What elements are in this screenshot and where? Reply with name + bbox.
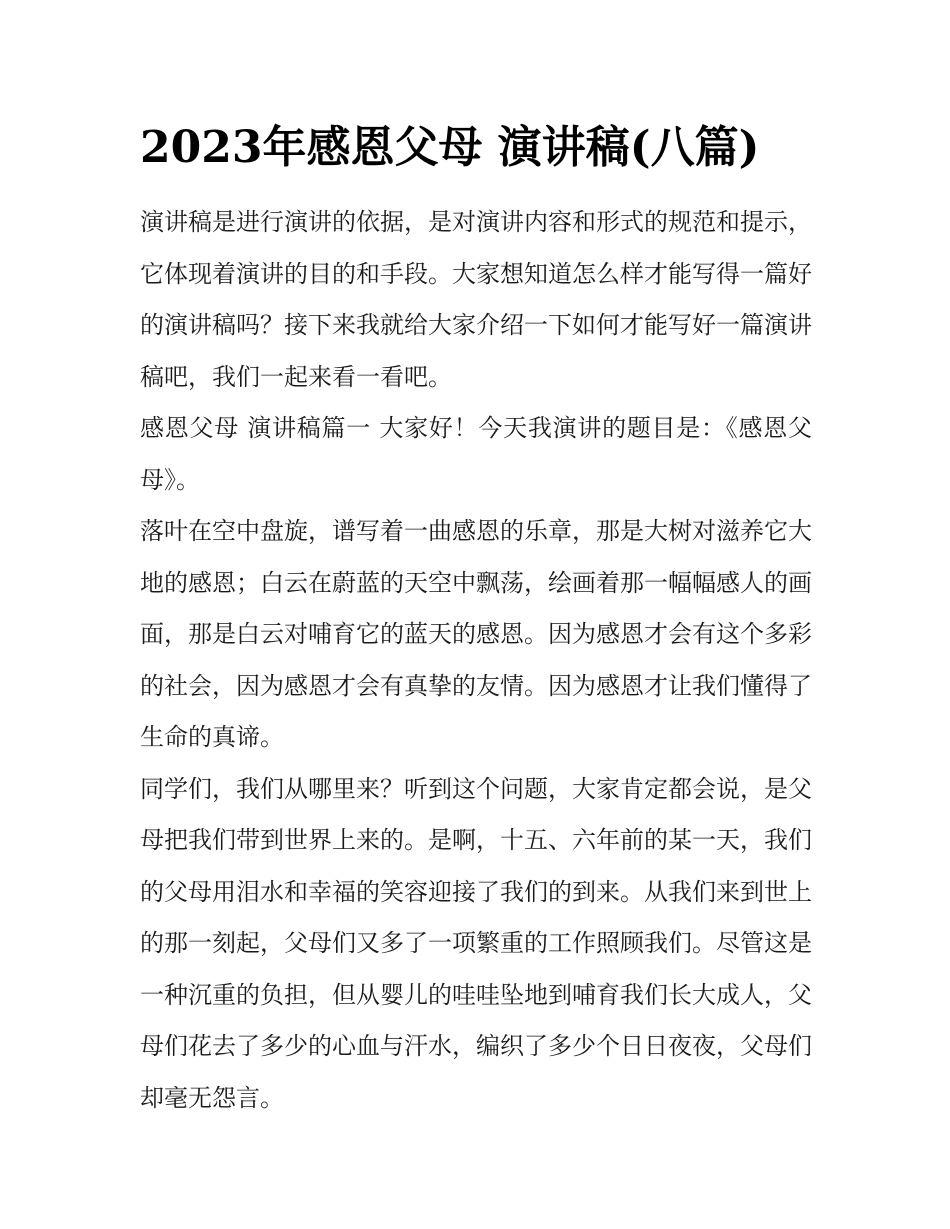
document-title: 2023年感恩父母 演讲稿(八篇): [140, 122, 760, 173]
paragraph-speech-opening: 感恩父母 演讲稿篇一 大家好！今天我演讲的题目是：《感恩父母》。: [140, 414, 812, 494]
document-body: [140, 197, 812, 1124]
paragraph-intro: 演讲稿是进行演讲的依据，是对演讲内容和形式的规范和提示，它体现着演讲的目的和手段。大家想知道怎么样才能写得一篇好的演讲稿吗？接下来我就给大家介绍一下如何才能写好一篇演讲稿吧，我们一起来看一看吧。: [140, 208, 812, 391]
paragraph-gratitude-nature: 落叶在空中盘旋，谱写着一曲感恩的乐章，那是大树对滋养它大地的感恩；白云在蔚蓝的天空中飘荡，绘画着那一幅幅感人的画面，那是白云对哺育它的蓝天的感恩。因为感恩才会有这个多彩的社会，因为感恩才会有真挚的友情。因为感恩才让我们懂得了生命的真谛。: [140, 517, 812, 751]
paragraph-parents-care: 同学们，我们从哪里来？听到这个问题，大家肯定都会说，是父母把我们带到世界上来的。是啊，十五、六年前的某一天，我们的父母用泪水和幸福的笑容迎接了我们的到来。从我们来到世上的那一刻起，父母们又多了一项繁重的工作照顾我们。尽管这是一种沉重的负担，但从婴儿的哇哇坠地到哺育我们长大成人，父母们花去了多少的心血与汗水，编织了多少个日日夜夜，父母们却毫无怨言。: [140, 774, 812, 1112]
